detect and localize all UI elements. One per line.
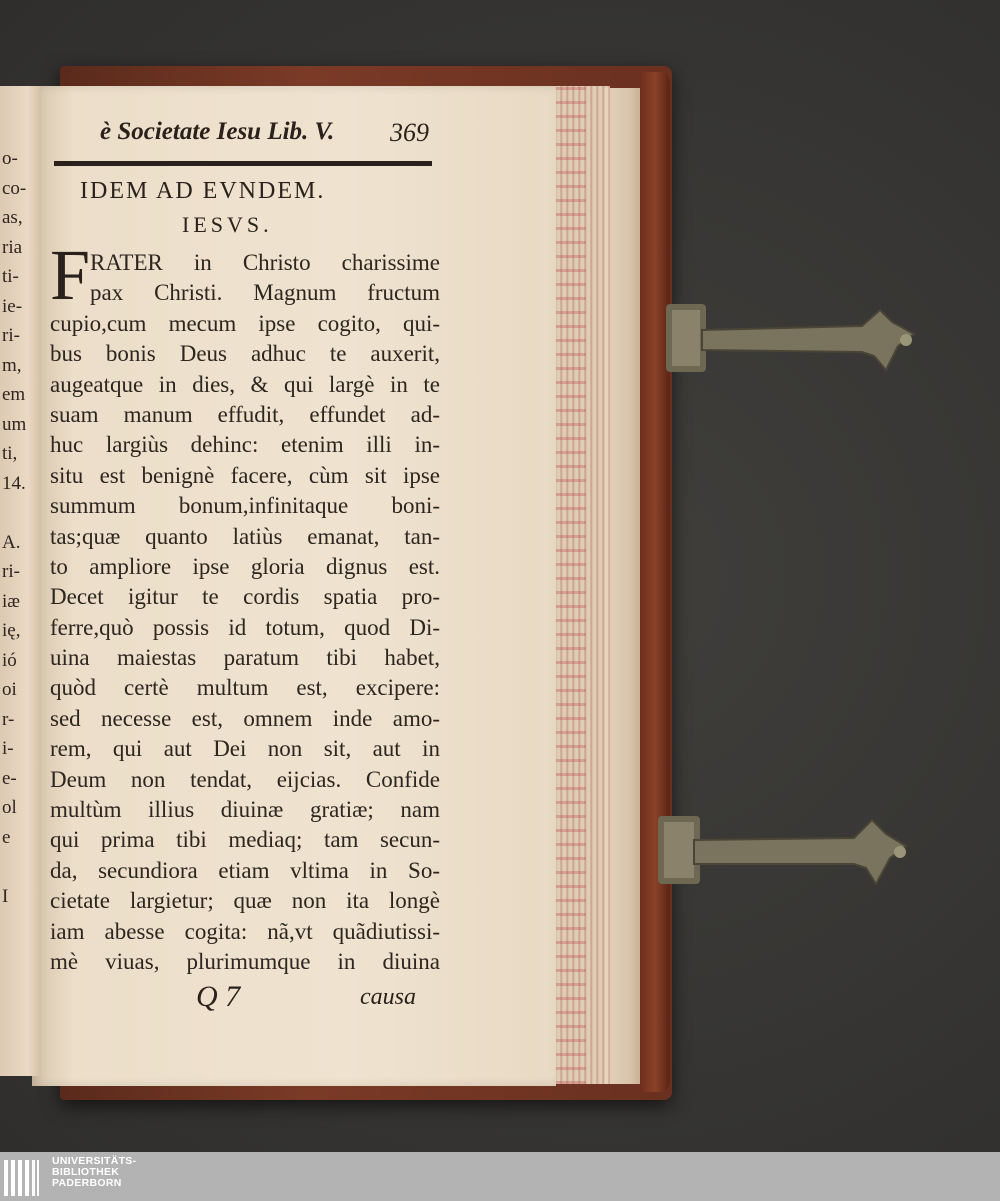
drop-cap: F	[50, 235, 91, 315]
text-line: ferre,quò possis id totum, quod Di-	[50, 614, 440, 640]
clasp-icon	[662, 300, 924, 380]
text-line: to ampliore ipse gloria dignus est.	[50, 553, 440, 579]
text-line: suam manum effudit, effundet ad-	[50, 401, 440, 427]
library-bars-logo-icon	[4, 1156, 44, 1196]
page-number: 369	[390, 118, 429, 147]
previous-page-line: oi	[2, 679, 17, 700]
previous-page-line: em	[2, 384, 26, 405]
text-line: tas;quæ quanto latiùs emanat, tan-	[50, 523, 440, 549]
text-line: Decet igitur te cordis spatia pro-	[50, 584, 440, 610]
text-line: qui prima tibi mediaq; tam secun-	[50, 827, 440, 853]
previous-page-line: r-	[2, 708, 15, 730]
red-edge-stain	[556, 86, 586, 1084]
text-line: bus bonis Deus adhuc te auxerit,	[50, 341, 440, 367]
previous-page-line: as,	[2, 207, 23, 228]
previous-page-line: ti-	[2, 266, 19, 287]
previous-page-line: iæ	[2, 590, 20, 612]
text-line: cietate largietur; quæ non ita longè	[50, 888, 440, 914]
previous-page-line: e	[2, 826, 11, 848]
institution-line: BIBLIOTHEK	[52, 1166, 120, 1178]
institution-name	[52, 1156, 136, 1189]
signature-mark: Q 7	[196, 980, 241, 1013]
text-line: uina maiestas paratum tibi habet,	[50, 645, 440, 671]
clasp-icon	[654, 812, 916, 890]
institution-line: UNIVERSITÄTS-	[52, 1155, 137, 1167]
previous-page-line: e-	[2, 767, 17, 789]
previous-page-line: ria	[2, 236, 23, 258]
previous-page-fragment	[0, 86, 40, 1076]
upper-clasp	[662, 300, 924, 380]
text-line: rem, qui aut Dei non sit, aut in	[50, 736, 440, 762]
book-cover-edge	[640, 72, 670, 1092]
previous-page-line: co-	[2, 177, 27, 199]
previous-page-line: m,	[2, 354, 22, 376]
previous-page-line: um	[2, 413, 27, 435]
institution-line: PADERBORN	[52, 1177, 122, 1189]
text-line: cupio,cum mecum ipse cogito, qui-	[50, 310, 440, 336]
previous-page-line: ió	[2, 649, 17, 671]
text-line: huc largiùs dehinc: etenim illi in-	[50, 432, 440, 458]
text-line: multùm illius diuinæ gratiæ; nam	[50, 797, 440, 823]
running-head: è Societate Iesu Lib. V.	[100, 118, 335, 145]
previous-page-line: i-	[2, 738, 14, 759]
previous-page-line: ie-	[2, 295, 23, 317]
previous-page-line: ol	[2, 797, 17, 818]
previous-page-line: I	[2, 885, 9, 907]
text-line: pax Christi. Magnum fructum	[90, 280, 440, 306]
text-line: mè viuas, plurimumque in diuina	[50, 948, 440, 974]
text-line: sed necesse est, omnem inde amo-	[50, 705, 440, 731]
text-line: da, secundiora etiam vltima in So-	[50, 857, 440, 883]
text-line: RATER in Christo charissime	[90, 250, 440, 275]
previous-page-line: ri-	[2, 561, 20, 582]
text-line: augeatque in dies, & qui largè in te	[50, 371, 440, 397]
text-line: summum bonum,infinitaque boni-	[50, 493, 440, 519]
text-line: iam abesse cogita: nã,vt quãdiutissi-	[50, 918, 440, 944]
header-rule	[54, 161, 432, 166]
previous-page-line: ię,	[2, 620, 21, 641]
previous-page-line: ri-	[2, 325, 20, 346]
lower-clasp	[654, 812, 916, 890]
previous-page-line: ti,	[2, 443, 18, 464]
text-line: situ est benignè facere, cùm sit ipse	[50, 462, 440, 488]
text-line: Deum non tendat, eijcias. Confide	[50, 766, 440, 792]
footer-bar	[0, 1152, 1000, 1201]
previous-page-line: o-	[2, 148, 18, 169]
text-line: quòd certè multum est, excipere:	[50, 675, 440, 701]
section-title: IDEM AD EVNDEM.	[80, 178, 326, 204]
previous-page-line: A.	[2, 531, 21, 553]
catchword: causa	[360, 984, 416, 1010]
section-subtitle: IESVS.	[182, 212, 273, 237]
body-text	[50, 248, 440, 977]
previous-page-line: 14.	[2, 472, 26, 494]
